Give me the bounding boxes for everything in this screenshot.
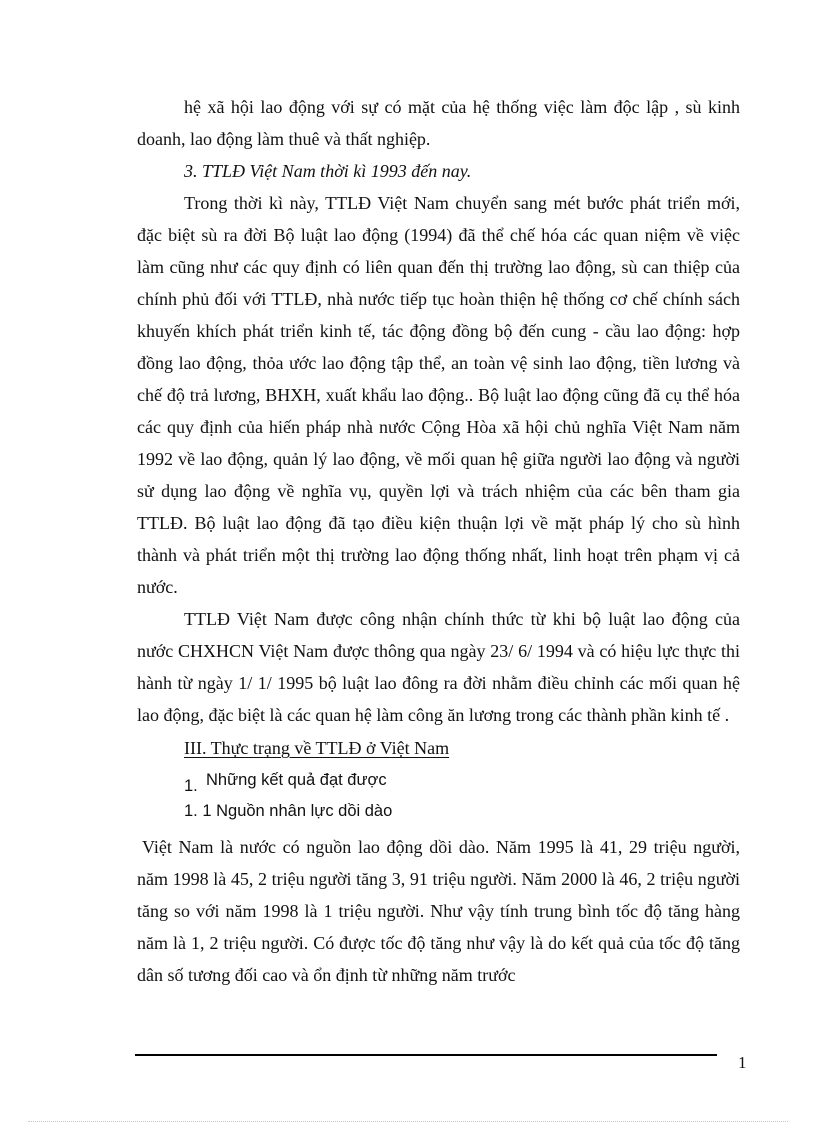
section-heading	[137, 731, 740, 765]
page-bottom-edge	[28, 1121, 788, 1122]
section-heading-text: III. Thực trạng về TTLĐ ở Việt Nam	[184, 738, 450, 758]
subsection-title: 3. TTLĐ Việt Nam thời kì 1993 đến nay.	[184, 161, 472, 181]
paragraph-labor-supply: Việt Nam là nước có nguồn lao động dồi dào. Năm 1995 là 41, 29 triệu người, năm 1998 là 45, 2 triệu người tăng 3, 91 triệu người. Năm 2000 là 46, 2 triệu người tăng so với năm 1998 là 1 triệu người. Như vậy tính trung bình tốc độ tăng hàng năm là 1, 2 triệu người. Có được tốc độ tăng như vậy là do kết quả của tốc độ tăng dân số tương đối cao và ổn định từ những năm trước	[137, 837, 740, 985]
paragraph-continuation: hệ xã hội lao động với sự có mặt của hệ thống việc làm độc lập , sù kinh doanh, lao động làm thuê và thất nghiệp.	[137, 97, 740, 149]
footer-divider	[135, 1054, 717, 1056]
subheading: 1. 1 Nguồn nhân lực dồi dào	[184, 802, 393, 820]
paragraph-recognition: TTLĐ Việt Nam được công nhận chính thức từ khi bộ luật lao động của nước CHXHCN Việt Nam được thông qua ngày 23/ 6/ 1994 và có hiệu lực thực thi hành từ ngày 1/ 1/ 1995 bộ luật lao đông ra đời nhằm điều chỉnh các mối quan hệ lao động, đặc biệt là các quan hệ làm công ăn lương trong các thành phần kinh tế .	[137, 609, 740, 725]
paragraph-labor-law: Trong thời kì này, TTLĐ Việt Nam chuyển sang mét bước phát triển mới, đặc biệt sù ra đời Bộ luật lao động (1994) đã thể chế hóa các quan niệm về việc làm cũng như các quy định có liên quan đến thị trường lao động, sù can thiệp của chính phủ đối với TTLĐ, nhà nước tiếp tục hoàn thiện hệ thống cơ chế chính sách khuyến khích phát triển kinh tế, tác động đồng bộ đến cung - cầu lao động: hợp đồng lao động, thỏa ước lao động tập thể, an toàn vệ sinh lao động, tiền lương và chế độ trả lương, BHXH, xuất khẩu lao động.. Bộ luật lao động cũng đã cụ thể hóa các quy định của hiến pháp nhà nước Cộng Hòa xã hội chủ nghĩa Việt Nam năm 1992 về lao động, quản lý lao động, về mối quan hệ giữa người lao động và người sử dụng lao động về nghĩa vụ, quyền lợi và trách nhiệm của các bên tham gia TTLĐ. Bộ luật lao động đã tạo điều kiện thuận lợi về mặt pháp lý cho sù hình thành và phát triển một thị trường lao động thống nhất, linh hoạt trên phạm vị cả nước.	[137, 193, 740, 597]
document-body	[137, 91, 740, 991]
list-heading	[137, 765, 740, 796]
list-number: 1.	[184, 777, 198, 795]
list-title: Những kết quả đạt được	[206, 771, 387, 789]
page-number: 1	[738, 1053, 747, 1072]
